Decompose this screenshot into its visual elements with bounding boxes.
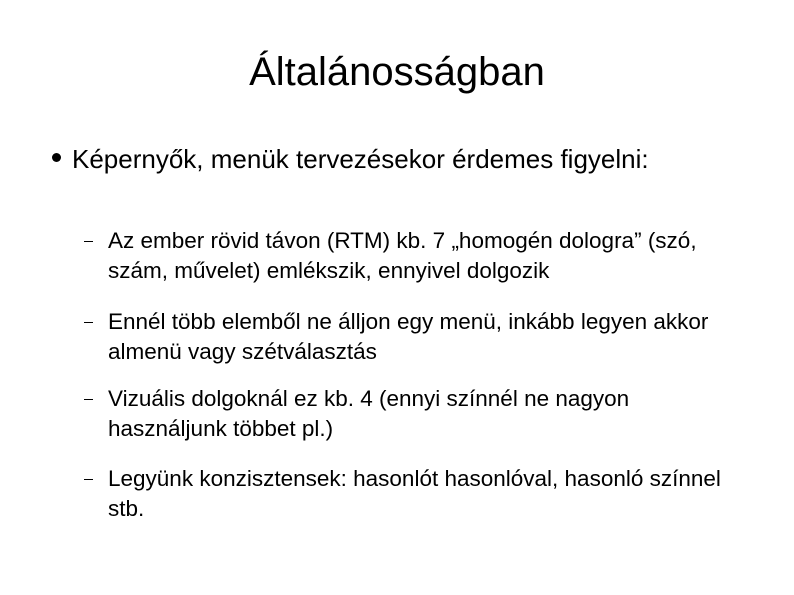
sub-bullet-text: Legyünk konzisztensek: hasonlót hasonlóval, hasonló színnel stb. — [108, 466, 721, 521]
dash-icon — [84, 322, 93, 323]
main-bullet-point — [72, 143, 712, 176]
sub-bullet-text: Vizuális dolgoknál ez kb. 4 (ennyi színnél ne nagyon használjunk többet pl.) — [108, 386, 630, 441]
sub-bullet-text: Ennél több elemből ne álljon egy menü, inkább legyen akkor almenü vagy szétválasztás — [108, 309, 709, 364]
sub-bullet-item — [108, 464, 748, 524]
sub-bullet-list — [108, 226, 748, 545]
sub-bullet-text: Az ember rövid távon (RTM) kb. 7 „homogén dologra” (szó, szám, művelet) emlékszik, ennyivel dolgozik — [108, 228, 697, 283]
dash-icon — [84, 479, 93, 480]
bullet-icon — [52, 153, 61, 162]
main-bullet-text: Képernyők, menük tervezésekor érdemes figyelni: — [72, 144, 649, 174]
sub-bullet-item — [108, 226, 748, 286]
sub-bullet-item — [108, 307, 748, 367]
dash-icon — [84, 241, 93, 242]
dash-icon — [84, 399, 93, 400]
sub-bullet-item — [108, 384, 748, 444]
slide-title: Általánosságban — [249, 50, 545, 94]
